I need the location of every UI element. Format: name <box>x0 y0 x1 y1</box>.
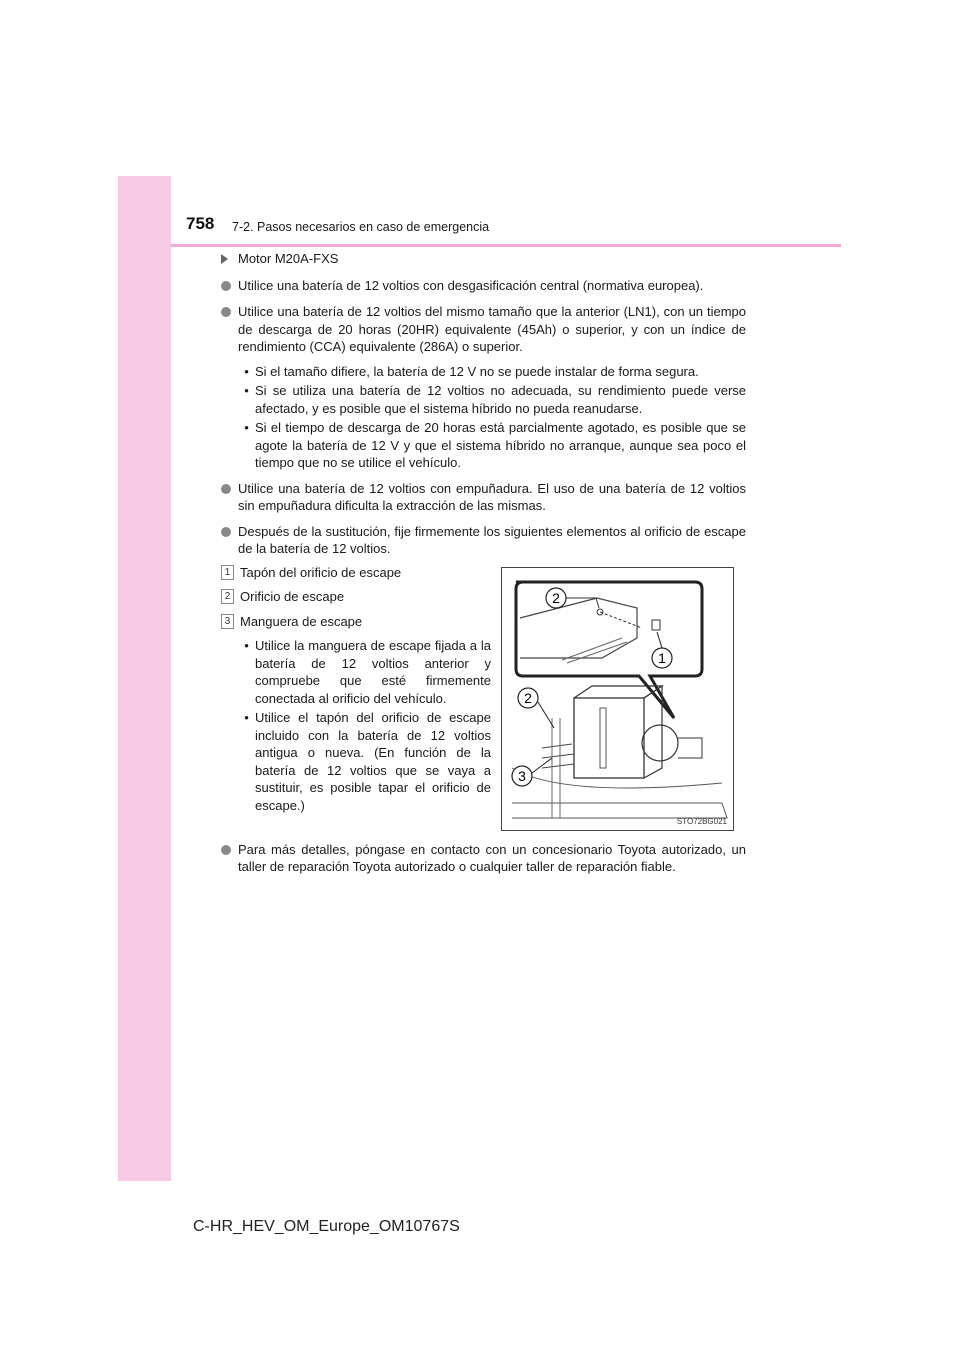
sub-item-text: Utilice la manguera de escape fijada a la batería de 12 voltios anterior y compruebe que esté firmemente conectada al orificio del vehículo. <box>255 638 491 706</box>
bullet-text: Utilice una batería de 12 voltios del mismo tamaño que la anterior (LN1), con un tiempo de descarga de 20 horas (20HR) equivalente (45Ah) o superior, y con un índice de rendimiento (CCA) equivalente (286A) o superior. <box>238 304 746 354</box>
bullet-item <box>221 480 746 515</box>
bullet-dot-icon <box>221 281 231 291</box>
bullet-text: Para más detalles, póngase en contacto con un concesionario Toyota autorizado, un taller de reparación Toyota autorizado o cualquier taller de reparación fiable. <box>238 841 746 874</box>
sub-item <box>238 637 491 707</box>
bullet-item <box>221 303 746 356</box>
engine-heading <box>221 250 746 269</box>
sub-item <box>238 419 746 472</box>
bullet-item <box>221 841 746 876</box>
sub-item <box>238 363 746 381</box>
bullet-text: Después de la sustitución, fije firmemente los siguientes elementos al orificio de escape de la batería de 12 voltios. <box>238 523 746 556</box>
numbered-item <box>221 564 491 582</box>
parts-section <box>221 564 746 831</box>
bullet-item <box>221 277 746 296</box>
sub-bullet-icon: • <box>244 420 249 435</box>
bullet-text: Utilice una batería de 12 voltios con empuñadura. El uso de una batería de 12 voltios sin empuñadura dificulta la extracción de las mismas. <box>238 480 746 513</box>
bullet-dot-icon <box>221 527 231 537</box>
callout-label: 2 <box>552 589 560 606</box>
item-number: 2 <box>221 589 234 604</box>
vent-plug <box>652 620 660 630</box>
bullet-text: Utilice una batería de 12 voltios con desgasificación central (normativa europea). <box>238 277 704 293</box>
page-content <box>221 250 746 876</box>
sub-item-text: Si el tamaño difiere, la batería de 12 V no se puede instalar de forma segura. <box>255 363 699 379</box>
section-title: 7-2. Pasos necesarios en caso de emergencia <box>232 220 490 234</box>
battery-illustration-svg <box>502 568 733 830</box>
battery-body <box>574 698 644 778</box>
sub-bullet-icon: • <box>244 710 249 725</box>
item-label: Tapón del orificio de escape <box>240 564 402 580</box>
engine-component <box>642 725 678 761</box>
sub-bullet-icon: • <box>244 638 249 653</box>
bullet-item <box>221 523 746 558</box>
sub-bullet-icon: • <box>244 363 249 379</box>
callout-label: 3 <box>518 767 526 784</box>
sub-item-text: Si el tiempo de descarga de 20 horas está parcialmente agotado, es posible que se agote la batería de 12 V y que el sistema híbrido no arranque, aunque sea poco el tiempo que no se utilice el vehículo. <box>255 420 746 470</box>
engine-heading-text: Motor M20A-FXS <box>238 251 339 266</box>
header-rule <box>171 244 841 247</box>
bullet-dot-icon <box>221 484 231 494</box>
sub-item-text: Si se utiliza una batería de 12 voltios no adecuada, su rendimiento puede verse afectado, y es posible que el sistema híbrido no pueda reanudarse. <box>255 383 746 416</box>
item-number: 3 <box>221 614 234 629</box>
triangle-icon <box>221 254 228 264</box>
item-label: Orificio de escape <box>240 589 345 604</box>
hose-notes <box>238 637 491 814</box>
sub-item-text: Utilice el tapón del orificio de escape incluido con la batería de 12 voltios antigua o nueva. (En función de la batería de 12 voltios que se vaya a sustituir, es posible tapar el orificio de escape.) <box>255 710 491 813</box>
sub-list <box>238 363 746 472</box>
battery-illustration <box>501 567 734 831</box>
item-number: 1 <box>221 565 234 580</box>
side-band <box>118 176 171 1181</box>
callout-label: 1 <box>658 649 666 666</box>
callout-label: 2 <box>524 689 532 706</box>
bullet-dot-icon <box>221 307 231 317</box>
numbered-item <box>221 588 491 606</box>
parts-list <box>221 564 491 831</box>
hose-lines <box>542 744 574 768</box>
sub-bullet-icon: • <box>244 383 249 398</box>
item-label: Manguera de escape <box>240 613 363 629</box>
page-number: 758 <box>186 214 215 233</box>
figure-code: STO72BG021 <box>676 816 727 826</box>
sub-item <box>238 709 491 814</box>
bullet-dot-icon <box>221 845 231 855</box>
footer-doc-id: C-HR_HEV_OM_Europe_OM10767S <box>193 1218 460 1235</box>
numbered-item <box>221 613 491 631</box>
sub-item <box>238 382 746 417</box>
